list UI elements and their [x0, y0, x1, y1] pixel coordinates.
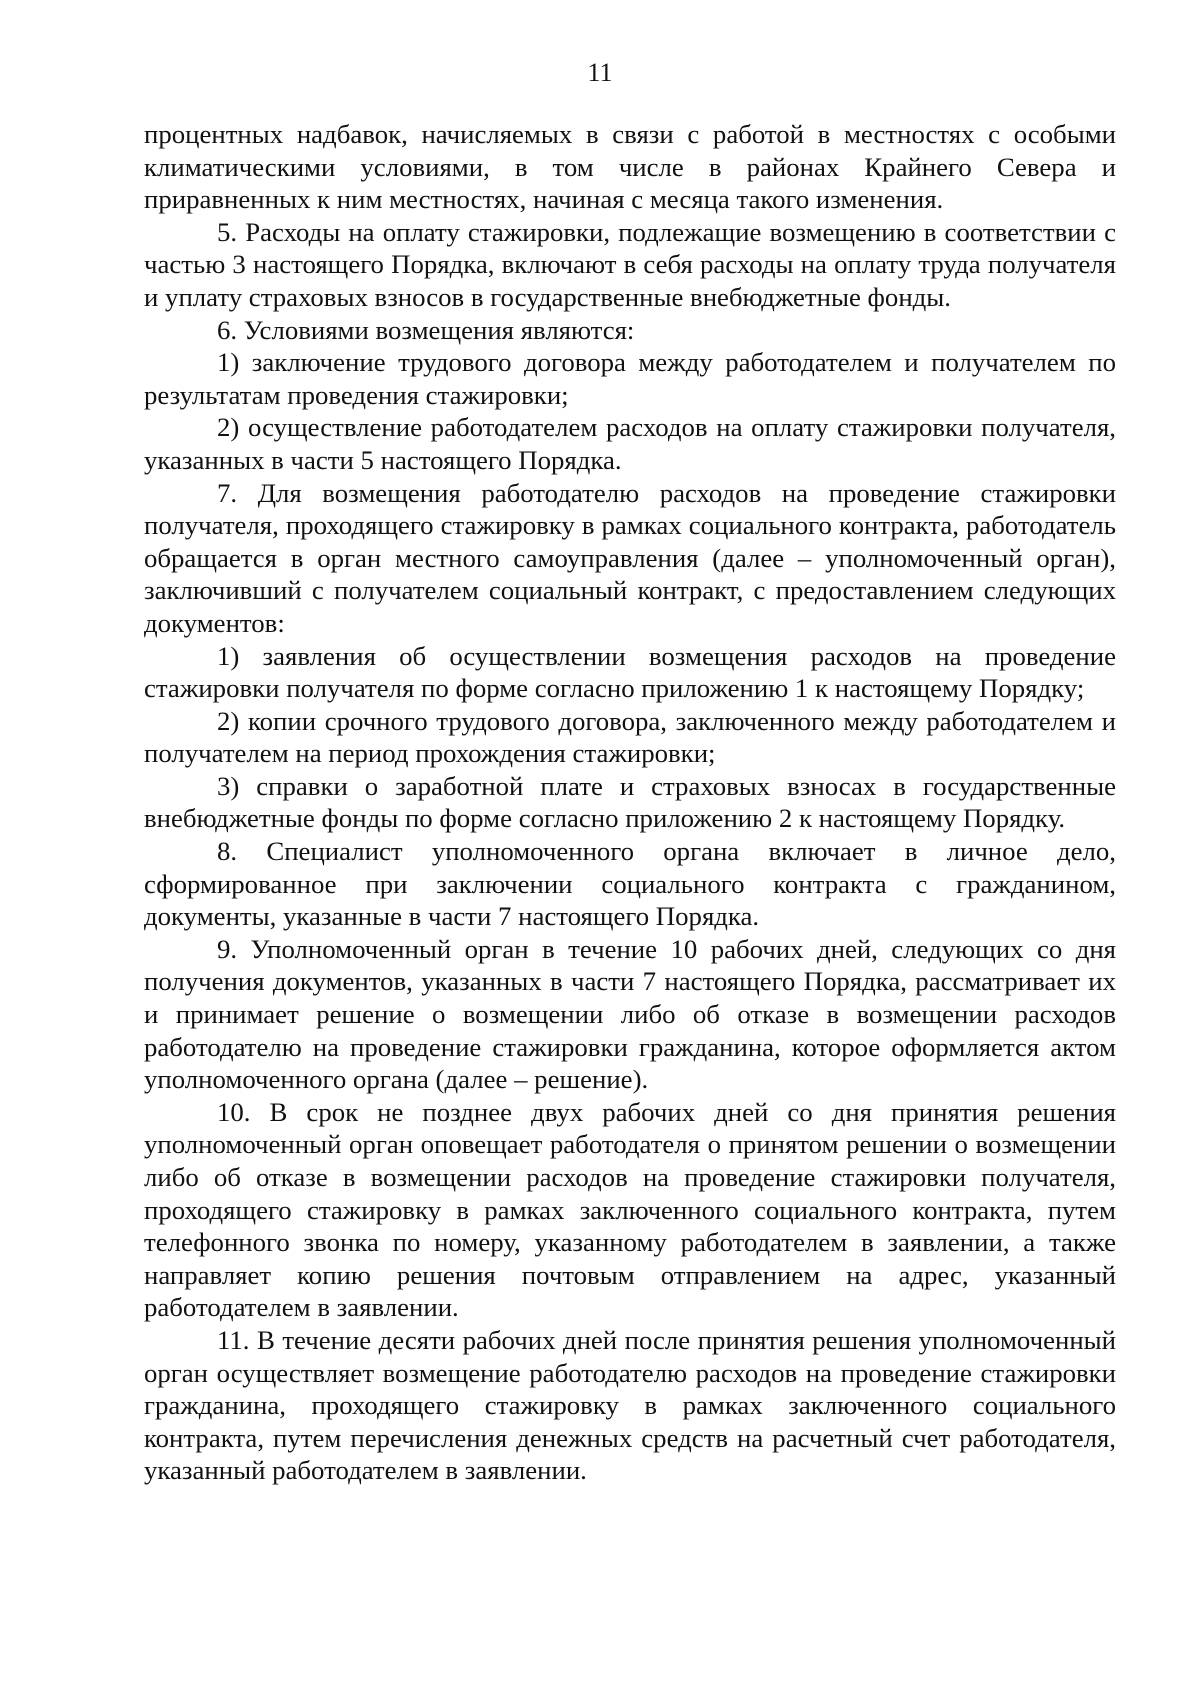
paragraph-7: 7. Для возмещения работодателю расходов на проведение стажировки получателя, проходящего стажировку в рамках социального контракта, работодатель обращается в орган местного самоуправления (далее – уполномоченный орган), заключивший с получателем социальный контракт, с предоставлением следующих документов:: [144, 477, 1116, 638]
paragraph-7-item-3: 3) справки о заработной плате и страховых взносах в государственные внебюджетные фонды по форме согласно приложению 2 к настоящему Порядку.: [144, 770, 1116, 834]
paragraph-8: 8. Специалист уполномоченного органа включает в личное дело, сформированное при заключении социального контракта с гражданином, документы, указанные в части 7 настоящего Порядка.: [144, 836, 1116, 932]
paragraph-6: 6. Условиями возмещения являются:: [217, 314, 635, 345]
paragraph-7-item-2: 2) копии срочного трудового договора, заключенного между работодателем и получателем на период прохождения стажировки;: [144, 705, 1116, 769]
paragraph-6-item-2: 2) осуществление работодателем расходов на оплату стажировки получателя, указанных в части 5 настоящего Порядка.: [144, 412, 1116, 475]
document-body: [144, 118, 1116, 1487]
paragraph-6-item-1: 1) заключение трудового договора между работодателем и получателем по результатам проведения стажировки;: [144, 347, 1116, 410]
paragraph-continuation: процентных надбавок, начисляемых в связи с работой в местностях с особыми климатическими условиями, в том числе в районах Крайнего Севера и приравненных к ним местностях, начиная с месяца такого изменения.: [144, 119, 1116, 215]
paragraph-5: 5. Расходы на оплату стажировки, подлежащие возмещению в соответствии с частью 3 настоящего Порядка, включают в себя расходы на оплату труда получателя и уплату страховых взносов в государственные внебюджетные фонды.: [144, 216, 1116, 312]
paragraph-9: 9. Уполномоченный орган в течение 10 рабочих дней, следующих со дня получения документов, указанных в части 7 настоящего Порядка, рассматривает их и принимает решение о возмещении либо об отказе в возмещении расходов работодателю на проведение стажировки гражданина, которое оформляется актом уполномоченного органа (далее – решение).: [144, 933, 1116, 1095]
paragraph-11: 11. В течение десяти рабочих дней после принятия решения уполномоченный орган осуществляет возмещение работодателю расходов на проведение стажировки гражданина, проходящего стажировку в рамках заключенного социального контракта, путем перечисления денежных средств на расчетный счет работодателя, указанный работодателем в заявлении.: [144, 1324, 1116, 1486]
paragraph-10: 10. В срок не позднее двух рабочих дней со дня принятия решения уполномоченный орган оповещает работодателя о принятом решении о возмещении либо об отказе в возмещении расходов на проведение стажировки получателя, проходящего стажировку в рамках заключенного социального контракта, путем телефонного звонка по номеру, указанному работодателем в заявлении, а также направляет копию решения почтовым отправлением на адрес, указанный работодателем в заявлении.: [144, 1096, 1116, 1323]
page-number: 11: [587, 58, 613, 87]
paragraph-7-item-1: 1) заявления об осуществлении возмещения расходов на проведение стажировки получателя по форме согласно приложению 1 к настоящему Порядку;: [144, 640, 1116, 704]
